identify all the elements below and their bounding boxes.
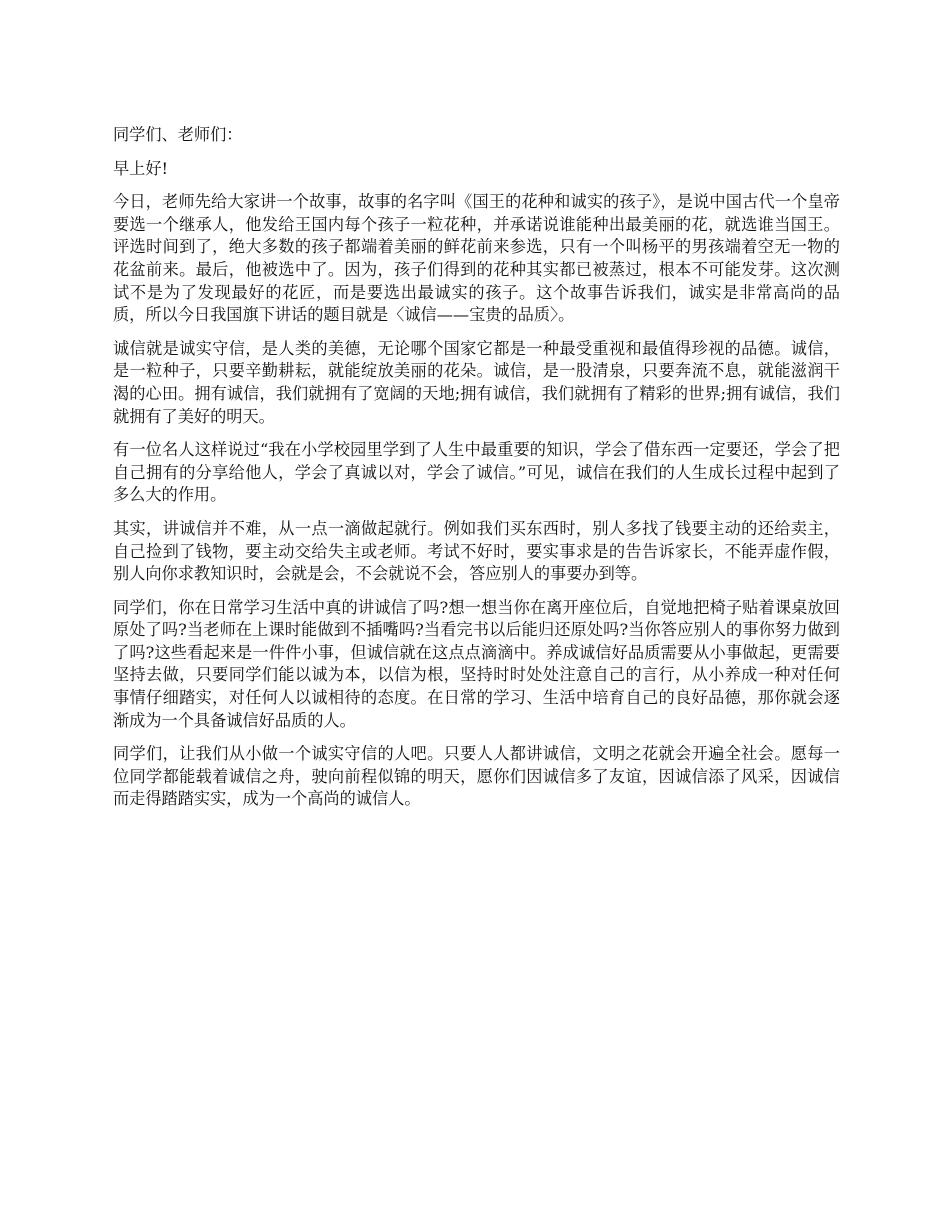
paragraph-quote: 有一位名人这样说过“我在小学校园里学到了人生中最重要的知识，学会了借东西一定要还，学会了把自己拥有的分享给他人，学会了真诚以对，学会了诚信。”可见，诚信在我们的人生成长过程中起到了多么大的作用。 [113, 440, 840, 505]
paragraph-closing: 同学们，让我们从小做一个诚实守信的人吧。只要人人都讲诚信，文明之花就会开遍全社会。愿每一位同学都能载着诚信之舟，驶向前程似锦的明天，愿你们因诚信多了友谊，因诚信添了风采，因诚信而走得踏踏实实，成为一个高尚的诚信人。 [113, 744, 840, 809]
paragraph-definition: 诚信就是诚实守信，是人类的美德，无论哪个国家它都是一种最受重视和最值得珍视的品德。诚信，是一粒种子，只要辛勤耕耘，就能绽放美丽的花朵。诚信，是一股清泉，只要奔流不息，就能滋润干渴的心田。拥有诚信，我们就拥有了宽阔的天地;拥有诚信，我们就拥有了精彩的世界;拥有诚信，我们就拥有了美好的明天。 [113, 338, 840, 426]
speech-body [113, 124, 840, 822]
greeting-line: 同学们、老师们： [113, 125, 243, 144]
paragraph-examples: 其实，讲诚信并不难，从一点一滴做起就行。例如我们买东西时，别人多找了钱要主动的还给卖主，自己捡到了钱物，要主动交给失主或老师。考试不好时，要实事求是的告告诉家长，不能弄虚作假，别人向你求教知识时，会就是会，不会就说不会，答应别人的事要办到等。 [113, 518, 840, 584]
paragraph-story: 今日，老师先给大家讲一个故事，故事的名字叫《国王的花种和诚实的孩子》，是说中国古代一个皇帝要选一个继承人，他发给王国内每个孩子一粒花种，并承诺说谁能种出最美丽的花，就选谁当国王。评选时间到了，绝大多数的孩子都端着美丽的鲜花前来参选，只有一个叫杨平的男孩端着空无一物的花盆前来。最后，他被选中了。因为，孩子们得到的花种其实都已被蒸过，根本不可能发芽。这次测试不是为了发现最好的花匠，而是要选出最诚实的孩子。这个故事告诉我们，诚实是非常高尚的品质，所以今日我国旗下讲话的题目就是〈诚信——宝贵的品质〉。 [113, 192, 840, 325]
paragraph-reflection: 同学们，你在日常学习生活中真的讲诚信了吗?想一想当你在离开座位后，自觉地把椅子贴着课桌放回原处了吗?当老师在上课时能做到不插嘴吗?当看完书以后能归还原处吗?当你答应别人的事你努力做到了吗?这些看起来是一件件小事，但诚信就在这点点滴滴中。养成诚信好品质需要从小事做起，更需要坚持去做，只要同学们能以诚为本，以信为根，坚持时时处处注意自己的言行，从小养成一种对任何事情仔细踏实，对任何人以诚相待的态度。在日常的学习、生活中培育自己的良好品德，那你就会逐渐成为一个具备诚信好品质的人。 [113, 597, 840, 730]
salutation-line: 早上好! [113, 158, 169, 178]
